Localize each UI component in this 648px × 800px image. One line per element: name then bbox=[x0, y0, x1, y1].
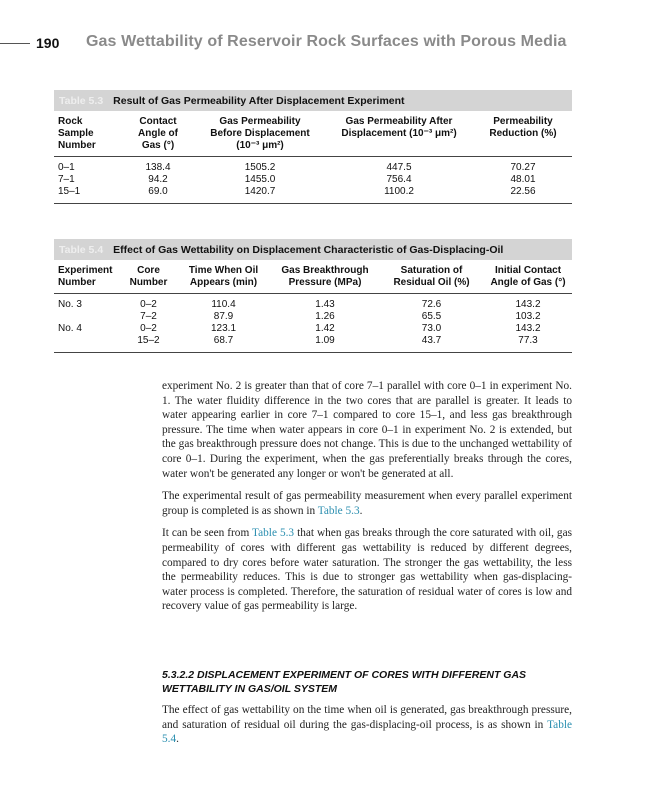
header-cell: Gas Permeability After Displacement (10⁻³ μm²) bbox=[341, 116, 457, 139]
table-5-4 bbox=[54, 239, 572, 353]
table-caption bbox=[54, 239, 572, 260]
header-cell: Permeability Reduction (%) bbox=[489, 116, 557, 139]
header-rule bbox=[0, 43, 30, 44]
table-row: 15–1 69.0 1420.7 1100.2 22.56 bbox=[58, 186, 536, 197]
table-link[interactable]: Table 5.3 bbox=[317, 504, 360, 517]
table-label: Table 5.3 bbox=[59, 94, 104, 107]
table-header-row bbox=[54, 260, 572, 294]
header-cell: Initial Contact Angle of Gas (°) bbox=[490, 265, 566, 288]
table-link[interactable]: Table 5.4 bbox=[162, 718, 572, 746]
paragraph: The experimental result of gas permeability measurement when every parallel experiment group is completed is as shown in Table 5.3. bbox=[162, 490, 572, 517]
table-row: 7–2 87.9 1.26 65.5 103.2 bbox=[140, 311, 541, 322]
running-title: Gas Wettability of Reservoir Rock Surfaces with Porous Media bbox=[86, 33, 567, 50]
paragraph: The effect of gas wettability on the time when oil is generated, gas breakthrough pressure, and saturation of residual oil during the gas-displacing-oil process, is as shown in Table 5.4. bbox=[162, 704, 572, 746]
table-row: No. 3 0–2 110.4 1.43 72.6 143.2 bbox=[58, 299, 541, 310]
header-cell: Gas Permeability Before Displacement (10⁻³ μm²) bbox=[210, 116, 310, 151]
table-link[interactable]: Table 5.3 bbox=[252, 527, 295, 540]
header-cell: Gas Breakthrough Pressure (MPa) bbox=[281, 265, 369, 288]
paragraph: experiment No. 2 is greater than that of core 7–1 parallel with core 0–1 in experiment No. 1. The water fluidity difference in the two cores that are parallel is greater. It leads to water appearing earlier in core 7–1 compared to core 15–1, and less gas breakthrough pressure. The time when water appears in core 0–1 in experiment No. 2 is extended, but the gas breakthrough pressure does not change. This is due to the unchanged wettability of core 0–1. During the experiment, when the gas preferentially breaks through the cores, water won't be generated any longer or won't be generated at all. bbox=[162, 380, 572, 480]
table-title: Effect of Gas Wettability on Displacement Characteristic of Gas-Displacing-Oil bbox=[113, 243, 504, 256]
header-cell: Saturation of Residual Oil (%) bbox=[393, 265, 470, 288]
table-row: No. 4 0–2 123.1 1.42 73.0 143.2 bbox=[58, 323, 541, 334]
header-cell: Rock Sample Number bbox=[58, 116, 96, 151]
header-cell: Time When Oil Appears (min) bbox=[188, 265, 259, 288]
paragraph: It can be seen from Table 5.3 that when gas breaks through the core saturated with oil, gas permeability of cores with different gas wettability is reduced by different degrees, compared to dry cores before water saturation. The stronger the gas wettability, the less the permeability reduces. This is due to stronger gas wettability when gas-displacing-water process is completed. Therefore, the saturation of residual water of cores is low and recovery value of gas permeability is large. bbox=[162, 527, 572, 613]
table-row: 7–1 94.2 1455.0 756.4 48.01 bbox=[58, 174, 536, 185]
table-label: Table 5.4 bbox=[59, 243, 104, 256]
table-row: 0–1 138.4 1505.2 447.5 70.27 bbox=[58, 162, 536, 173]
body-text bbox=[162, 703, 572, 755]
section-heading: 5.3.2.2 DISPLACEMENT EXPERIMENT OF CORES WITH DIFFERENT GAS WETTABILITY IN GAS/OIL SYSTEM bbox=[162, 669, 527, 695]
table-caption bbox=[54, 90, 572, 111]
page-number: 190 bbox=[36, 35, 60, 51]
body-text bbox=[162, 379, 572, 622]
header-cell: Experiment Number bbox=[58, 265, 113, 288]
table-row: 15–2 68.7 1.09 43.7 77.3 bbox=[137, 335, 538, 346]
header-cell: Contact Angle of Gas (°) bbox=[138, 116, 178, 151]
header-cell: Core Number bbox=[129, 265, 168, 288]
table-5-3 bbox=[54, 90, 572, 204]
table-title: Result of Gas Permeability After Displacement Experiment bbox=[113, 94, 405, 107]
table-header-row bbox=[54, 111, 572, 157]
